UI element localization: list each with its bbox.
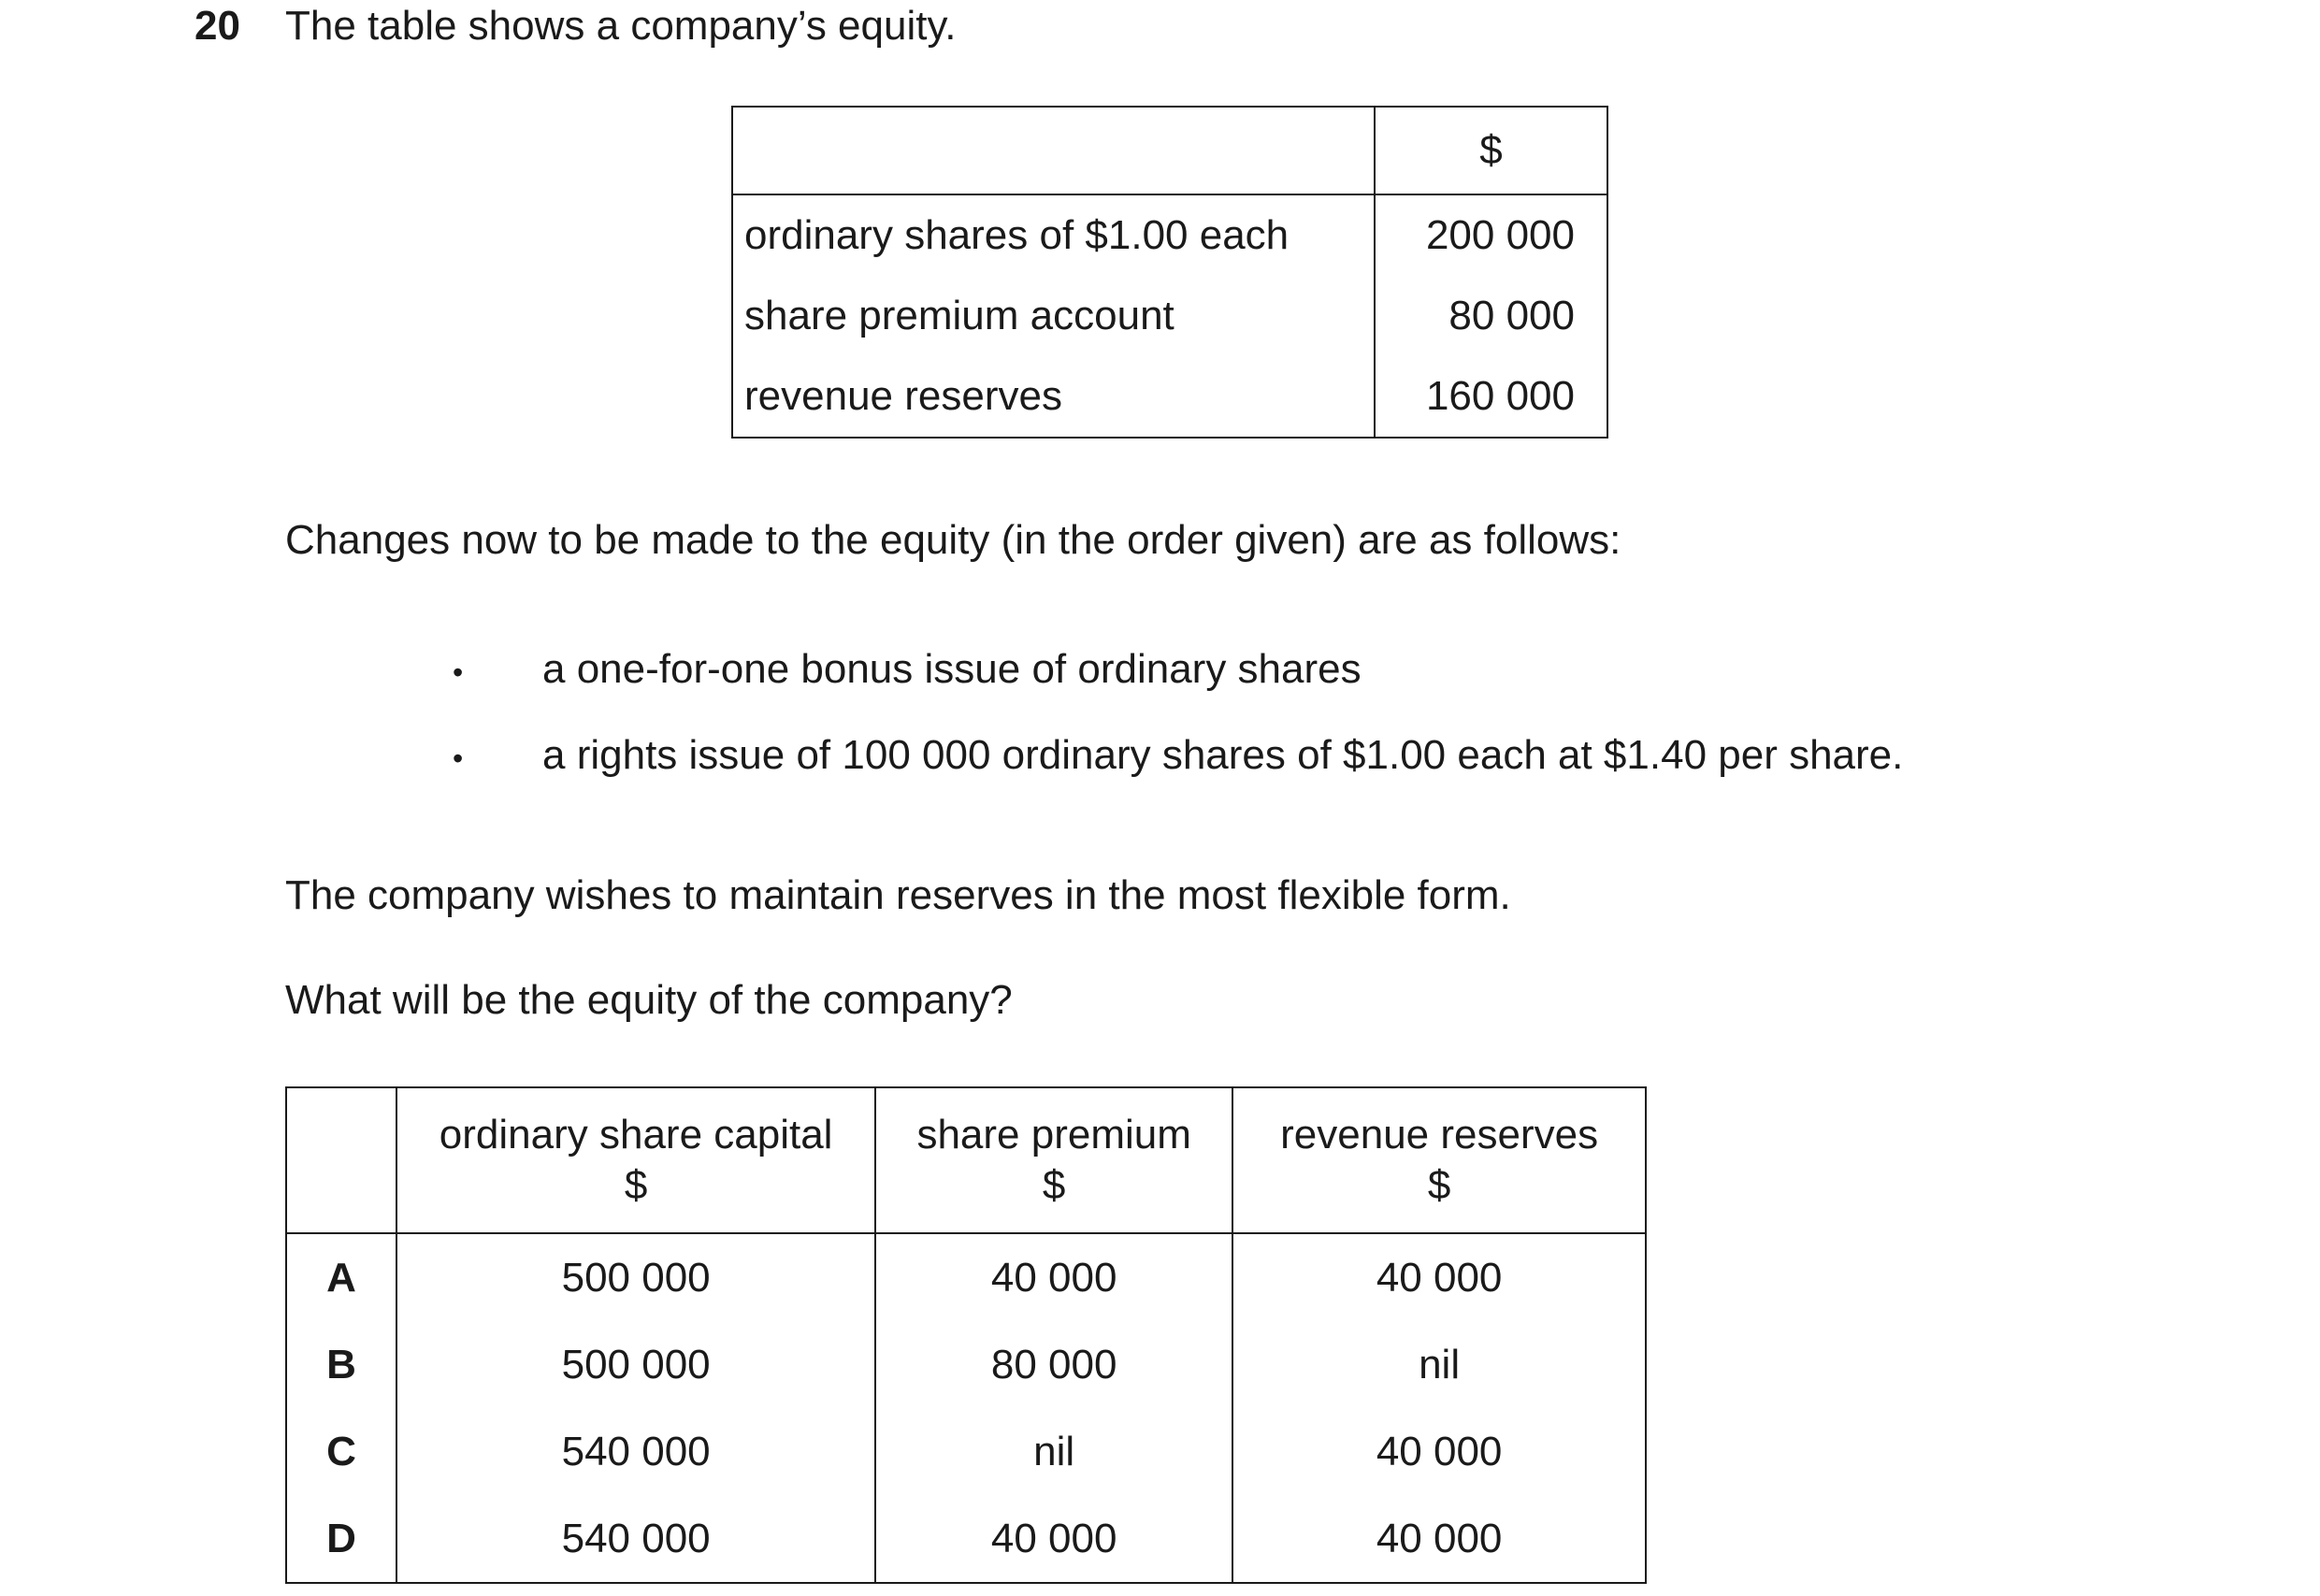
equity-row-value: 160 000 [1375, 356, 1607, 438]
equity-table-currency-header: $ [1375, 107, 1607, 194]
option-value: nil [1232, 1321, 1646, 1408]
table-row [286, 1495, 1646, 1583]
option-value: 500 000 [396, 1321, 875, 1408]
option-value: 540 000 [396, 1495, 875, 1583]
option-value: 540 000 [396, 1408, 875, 1495]
options-header-unit: $ [1427, 1162, 1451, 1208]
answer-options-table [285, 1086, 1647, 1584]
option-value: 40 000 [875, 1495, 1232, 1583]
equity-row-label: share premium account [732, 276, 1375, 356]
options-header-title: share premium [916, 1112, 1191, 1157]
option-value: 40 000 [1232, 1495, 1646, 1583]
table-row [286, 1408, 1646, 1495]
table-row [286, 1233, 1646, 1321]
bullet-icon: • [453, 655, 464, 689]
changes-intro: Changes now to be made to the equity (in the order given) are as follows: [285, 517, 1621, 563]
table-row [732, 276, 1607, 356]
table-row [286, 1321, 1646, 1408]
equity-row-label: revenue reserves [732, 356, 1375, 438]
options-header-cell [875, 1087, 1232, 1233]
option-value: 40 000 [875, 1233, 1232, 1321]
equity-row-label: ordinary shares of $1.00 each [732, 194, 1375, 276]
question-number: 20 [195, 3, 240, 49]
options-header-title: ordinary share capital [439, 1112, 833, 1157]
equity-row-value: 80 000 [1375, 276, 1607, 356]
options-header-unit: $ [1042, 1162, 1066, 1208]
equity-table-header-blank [732, 107, 1375, 194]
option-letter: C [286, 1408, 396, 1495]
option-letter: B [286, 1321, 396, 1408]
options-header-blank [286, 1087, 396, 1233]
options-header-cell [396, 1087, 875, 1233]
equity-table [731, 106, 1608, 439]
question-prompt: What will be the equity of the company? [285, 977, 1013, 1023]
table-row [732, 356, 1607, 438]
option-letter: A [286, 1233, 396, 1321]
option-value: 40 000 [1232, 1233, 1646, 1321]
options-header-cell [1232, 1087, 1646, 1233]
bullet-item: a one-for-one bonus issue of ordinary shares [542, 646, 1362, 692]
option-value: 500 000 [396, 1233, 875, 1321]
table-row [732, 194, 1607, 276]
bullet-icon: • [453, 741, 464, 775]
options-header-unit: $ [624, 1162, 648, 1208]
equity-table-header-row [732, 107, 1607, 194]
option-value: 80 000 [875, 1321, 1232, 1408]
option-value: nil [875, 1408, 1232, 1495]
flexibility-note: The company wishes to maintain reserves in the most flexible form. [285, 872, 1511, 918]
options-header-row [286, 1087, 1646, 1233]
options-header-title: revenue reserves [1280, 1112, 1599, 1157]
question-stem: The table shows a company’s equity. [285, 3, 957, 49]
equity-row-value: 200 000 [1375, 194, 1607, 276]
option-letter: D [286, 1495, 396, 1583]
bullet-item: a rights issue of 100 000 ordinary shares of $1.00 each at $1.40 per share. [542, 732, 1904, 778]
option-value: 40 000 [1232, 1408, 1646, 1495]
